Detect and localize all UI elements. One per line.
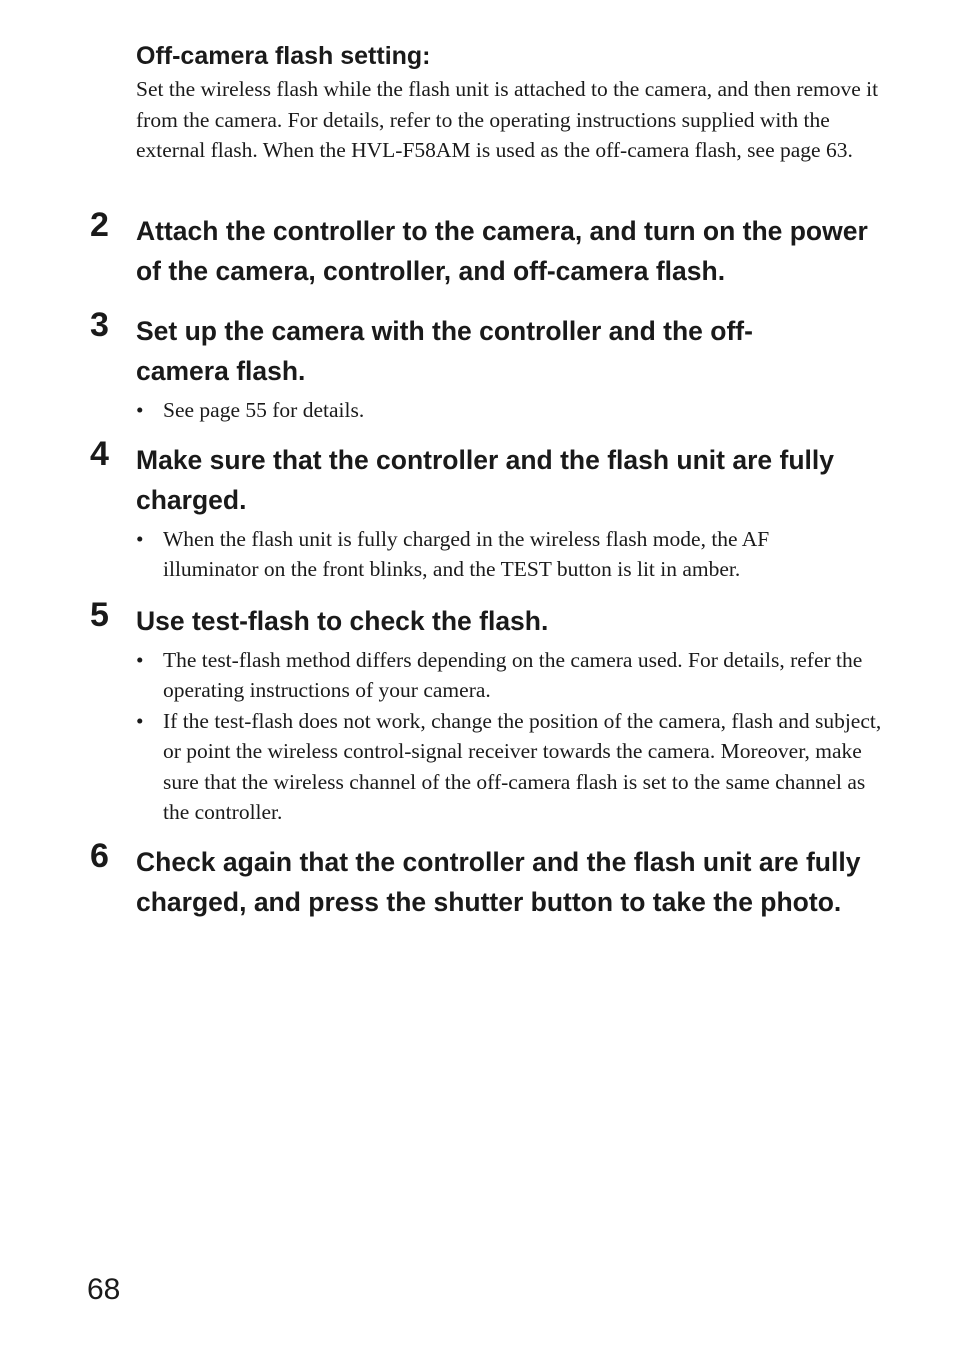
section-body: Set the wireless flash while the flash unit is attached to the camera, and then remove it from the camera. For details, refer to the operating instructions supplied with the external flash. When the HVL-F58AM is used as the off-camera flash, see page 63. — [136, 77, 879, 162]
bullet-list — [136, 645, 891, 827]
list-item — [136, 524, 866, 585]
bullet-icon: • — [136, 398, 144, 422]
list-item — [136, 395, 896, 425]
step-number: 5 — [90, 596, 109, 634]
page-number: 68 — [87, 1273, 121, 1306]
list-item-text: If the test-flash does not work, change the position of the camera, flash and subject, or point the wireless control-signal receiver towards the camera. Moreover, make sure that the wireless channel of the off-camera flash is set to the same channel as the controller. — [163, 708, 882, 825]
bullet-icon: • — [136, 527, 144, 551]
list-item — [136, 645, 891, 706]
bullet-list — [136, 524, 866, 585]
section-heading: Off-camera flash setting: — [136, 42, 431, 70]
bullet-icon: • — [136, 648, 144, 672]
list-item-text: When the flash unit is fully charged in the wireless flash mode, the AF illuminator on the front blinks, and the TEST button is lit in amber. — [163, 527, 770, 582]
step-title: Check again that the controller and the flash unit are fully charged, and press the shutter button to take the photo. — [136, 847, 861, 917]
step-number: 2 — [90, 206, 109, 244]
list-item-text: The test-flash method differs depending on the camera used. For details, refer the operating instructions of your camera. — [163, 648, 863, 703]
step-number: 4 — [90, 435, 109, 473]
step-number: 3 — [90, 306, 109, 344]
step-number: 6 — [90, 837, 109, 875]
step-title: Use test-flash to check the flash. — [136, 606, 549, 636]
bullet-list — [136, 395, 896, 425]
bullet-icon: • — [136, 708, 144, 733]
step-title: Set up the camera with the controller and the off-camera flash. — [136, 316, 753, 386]
list-item-text: See page 55 for details. — [163, 398, 365, 422]
step-title: Make sure that the controller and the flash unit are fully charged. — [136, 445, 834, 515]
list-item — [136, 706, 891, 828]
step-title: Attach the controller to the camera, and turn on the power of the camera, controller, and off-camera flash. — [136, 216, 868, 286]
